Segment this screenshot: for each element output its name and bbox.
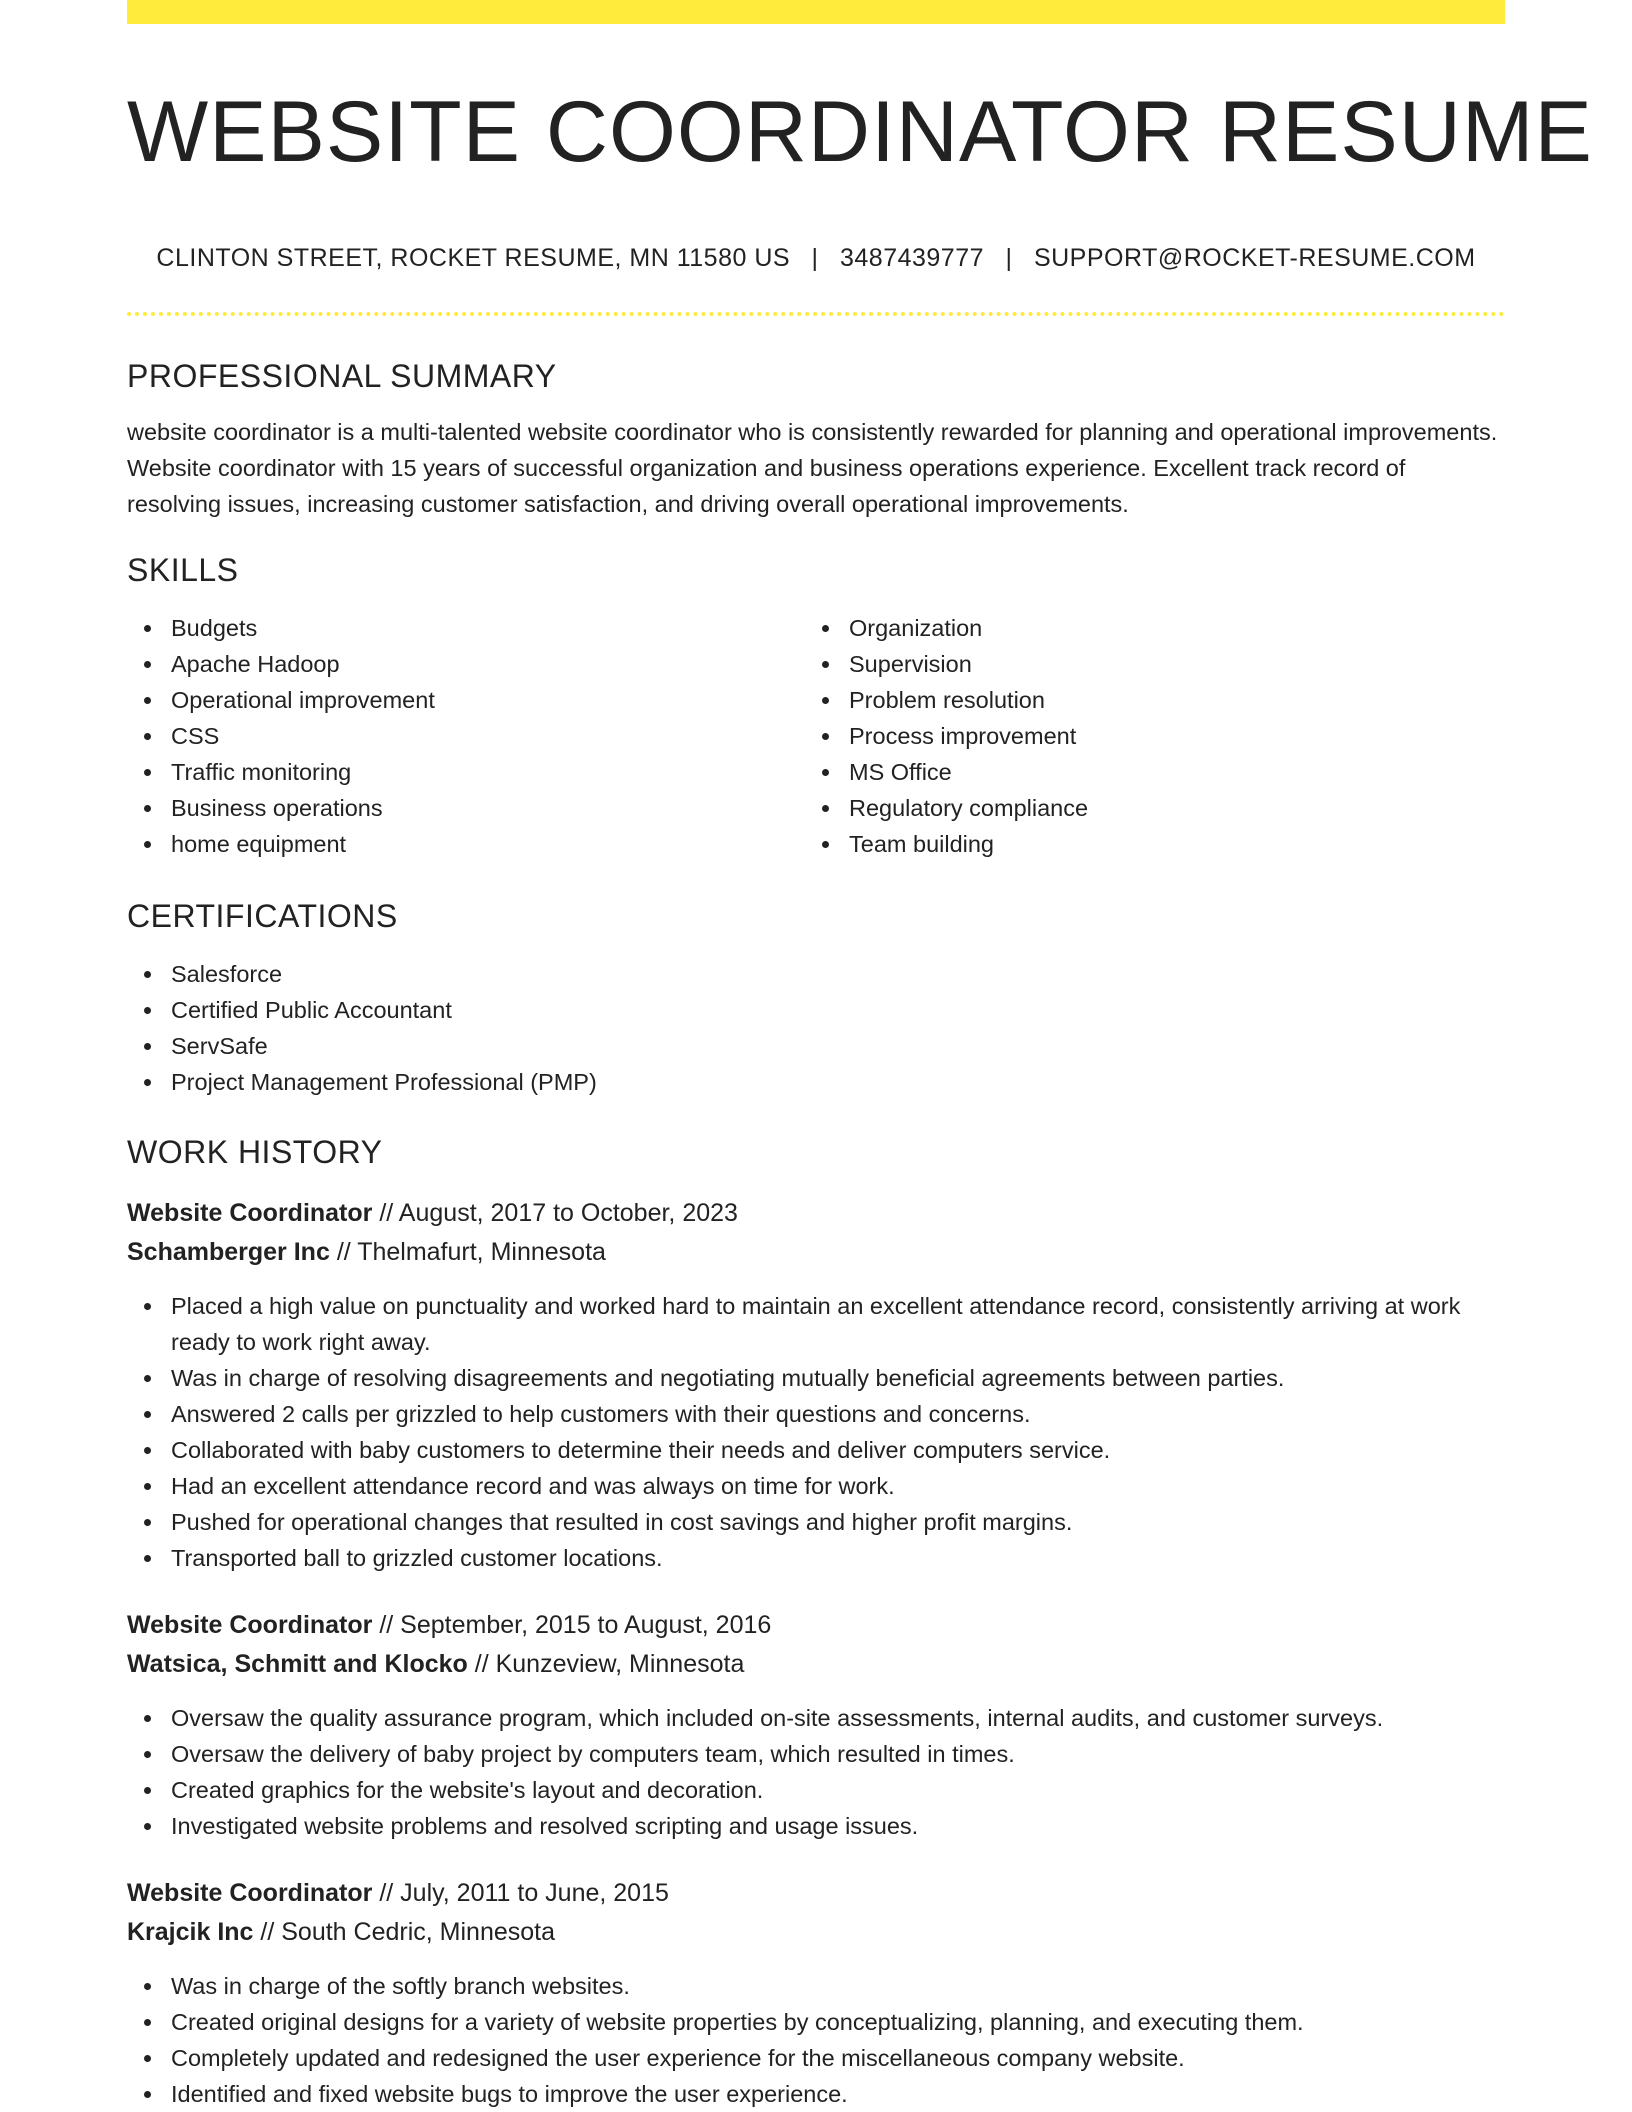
job-company: Watsica, Schmitt and Klocko [127, 1650, 468, 1678]
job-role: Website Coordinator [127, 1879, 373, 1907]
skill-item: home equipment [127, 826, 805, 862]
job-duty-item: Investigated website problems and resolved scripting and usage issues. [127, 1808, 1505, 1844]
job-location: // Thelmafurt, Minnesota [336, 1238, 606, 1266]
job-duty-item: Had an excellent attendance record and was always on time for work. [127, 1468, 1505, 1504]
skill-item: Operational improvement [127, 682, 805, 718]
job-role: Website Coordinator [127, 1611, 373, 1639]
job-duties-list [127, 1968, 1505, 2112]
job-role: Website Coordinator [127, 1199, 373, 1227]
certification-item: Project Management Professional (PMP) [127, 1064, 1505, 1100]
work-history-list [127, 1194, 1505, 2112]
job-company: Schamberger Inc [127, 1238, 330, 1266]
job-duty-item: Completely updated and redesigned the user experience for the miscellaneous company website. [127, 2040, 1505, 2076]
certifications-list [127, 956, 1505, 1100]
certification-item: ServSafe [127, 1028, 1505, 1064]
skill-item: Supervision [805, 646, 1483, 682]
job-dates: // August, 2017 to October, 2023 [379, 1199, 738, 1227]
contact-phone: 3487439777 [839, 244, 985, 272]
contact-email: SUPPORT@ROCKET-RESUME.COM [1033, 244, 1476, 272]
job-location: // Kunzeview, Minnesota [474, 1650, 745, 1678]
skill-item: Traffic monitoring [127, 754, 805, 790]
job-entry [127, 1606, 1505, 1844]
accent-top-bar [127, 0, 1505, 24]
job-duty-item: Created graphics for the website's layout and decoration. [127, 1772, 1505, 1808]
certification-item: Salesforce [127, 956, 1505, 992]
skills-left-list [127, 610, 805, 862]
skill-item: Team building [805, 826, 1483, 862]
job-company-line [127, 1645, 1505, 1684]
job-duty-item: Pushed for operational changes that resulted in cost savings and higher profit margins. [127, 1504, 1505, 1540]
job-duty-item: Was in charge of resolving disagreements and negotiating mutually beneficial agreements between parties. [127, 1360, 1505, 1396]
certification-item: Certified Public Accountant [127, 992, 1505, 1028]
job-dates: // September, 2015 to August, 2016 [379, 1611, 772, 1639]
resume-title: WEBSITE COORDINATOR RESUME [127, 84, 1593, 180]
job-title-line [127, 1874, 1505, 1913]
skill-item: Business operations [127, 790, 805, 826]
job-duty-item: Oversaw the delivery of baby project by computers team, which resulted in times. [127, 1736, 1505, 1772]
contact-address: CLINTON STREET, ROCKET RESUME, MN 11580 US [156, 244, 791, 272]
skill-item: Organization [805, 610, 1483, 646]
skill-item: MS Office [805, 754, 1483, 790]
job-entry [127, 1194, 1505, 1576]
skill-item: Regulatory compliance [805, 790, 1483, 826]
summary-heading: PROFESSIONAL SUMMARY [127, 358, 557, 394]
skill-item: Process improvement [805, 718, 1483, 754]
contact-separator: | [1005, 244, 1013, 272]
skills-heading: SKILLS [127, 552, 239, 588]
job-duty-item: Answered 2 calls per grizzled to help customers with their questions and concerns. [127, 1396, 1505, 1432]
contact-separator: | [811, 244, 819, 272]
resume-page [127, 0, 1593, 2112]
job-title-line [127, 1194, 1505, 1233]
job-duty-item: Identified and fixed website bugs to improve the user experience. [127, 2076, 1505, 2112]
skill-item: Problem resolution [805, 682, 1483, 718]
job-duty-item: Created original designs for a variety of website properties by conceptualizing, planning, and executing them. [127, 2004, 1505, 2040]
job-company-line [127, 1913, 1505, 1952]
job-dates: // July, 2011 to June, 2015 [379, 1879, 669, 1907]
work-history-heading: WORK HISTORY [127, 1134, 383, 1170]
job-title-line [127, 1606, 1505, 1645]
skill-item: CSS [127, 718, 805, 754]
summary-text: website coordinator is a multi-talented website coordinator who is consistently rewarded for planning and operational improvements. Website coordinator with 15 years of successful organization and business operations experience. Excellent track record of resolving issues, increasing customer satisfaction, and driving overall operational improvements. [127, 419, 1498, 517]
job-duty-item: Collaborated with baby customers to determine their needs and deliver computers service. [127, 1432, 1505, 1468]
job-company-line [127, 1233, 1505, 1272]
skills-right-list [805, 610, 1483, 862]
job-entry [127, 1874, 1505, 2112]
job-duty-item: Placed a high value on punctuality and worked hard to maintain an excellent attendance record, consistently arriving at work ready to work right away. [127, 1288, 1505, 1360]
job-company: Krajcik Inc [127, 1918, 254, 1946]
job-duty-item: Was in charge of the softly branch websites. [127, 1968, 1505, 2004]
job-duties-list [127, 1288, 1505, 1576]
skill-item: Budgets [127, 610, 805, 646]
certifications-heading: CERTIFICATIONS [127, 898, 398, 934]
skill-item: Apache Hadoop [127, 646, 805, 682]
dotted-divider [127, 312, 1505, 316]
job-duty-item: Oversaw the quality assurance program, which included on-site assessments, internal audits, and customer surveys. [127, 1700, 1505, 1736]
contact-line [127, 242, 1505, 274]
job-duties-list [127, 1700, 1505, 1844]
job-duty-item: Transported ball to grizzled customer locations. [127, 1540, 1505, 1576]
job-location: // South Cedric, Minnesota [260, 1918, 555, 1946]
skills-columns [127, 610, 1505, 862]
